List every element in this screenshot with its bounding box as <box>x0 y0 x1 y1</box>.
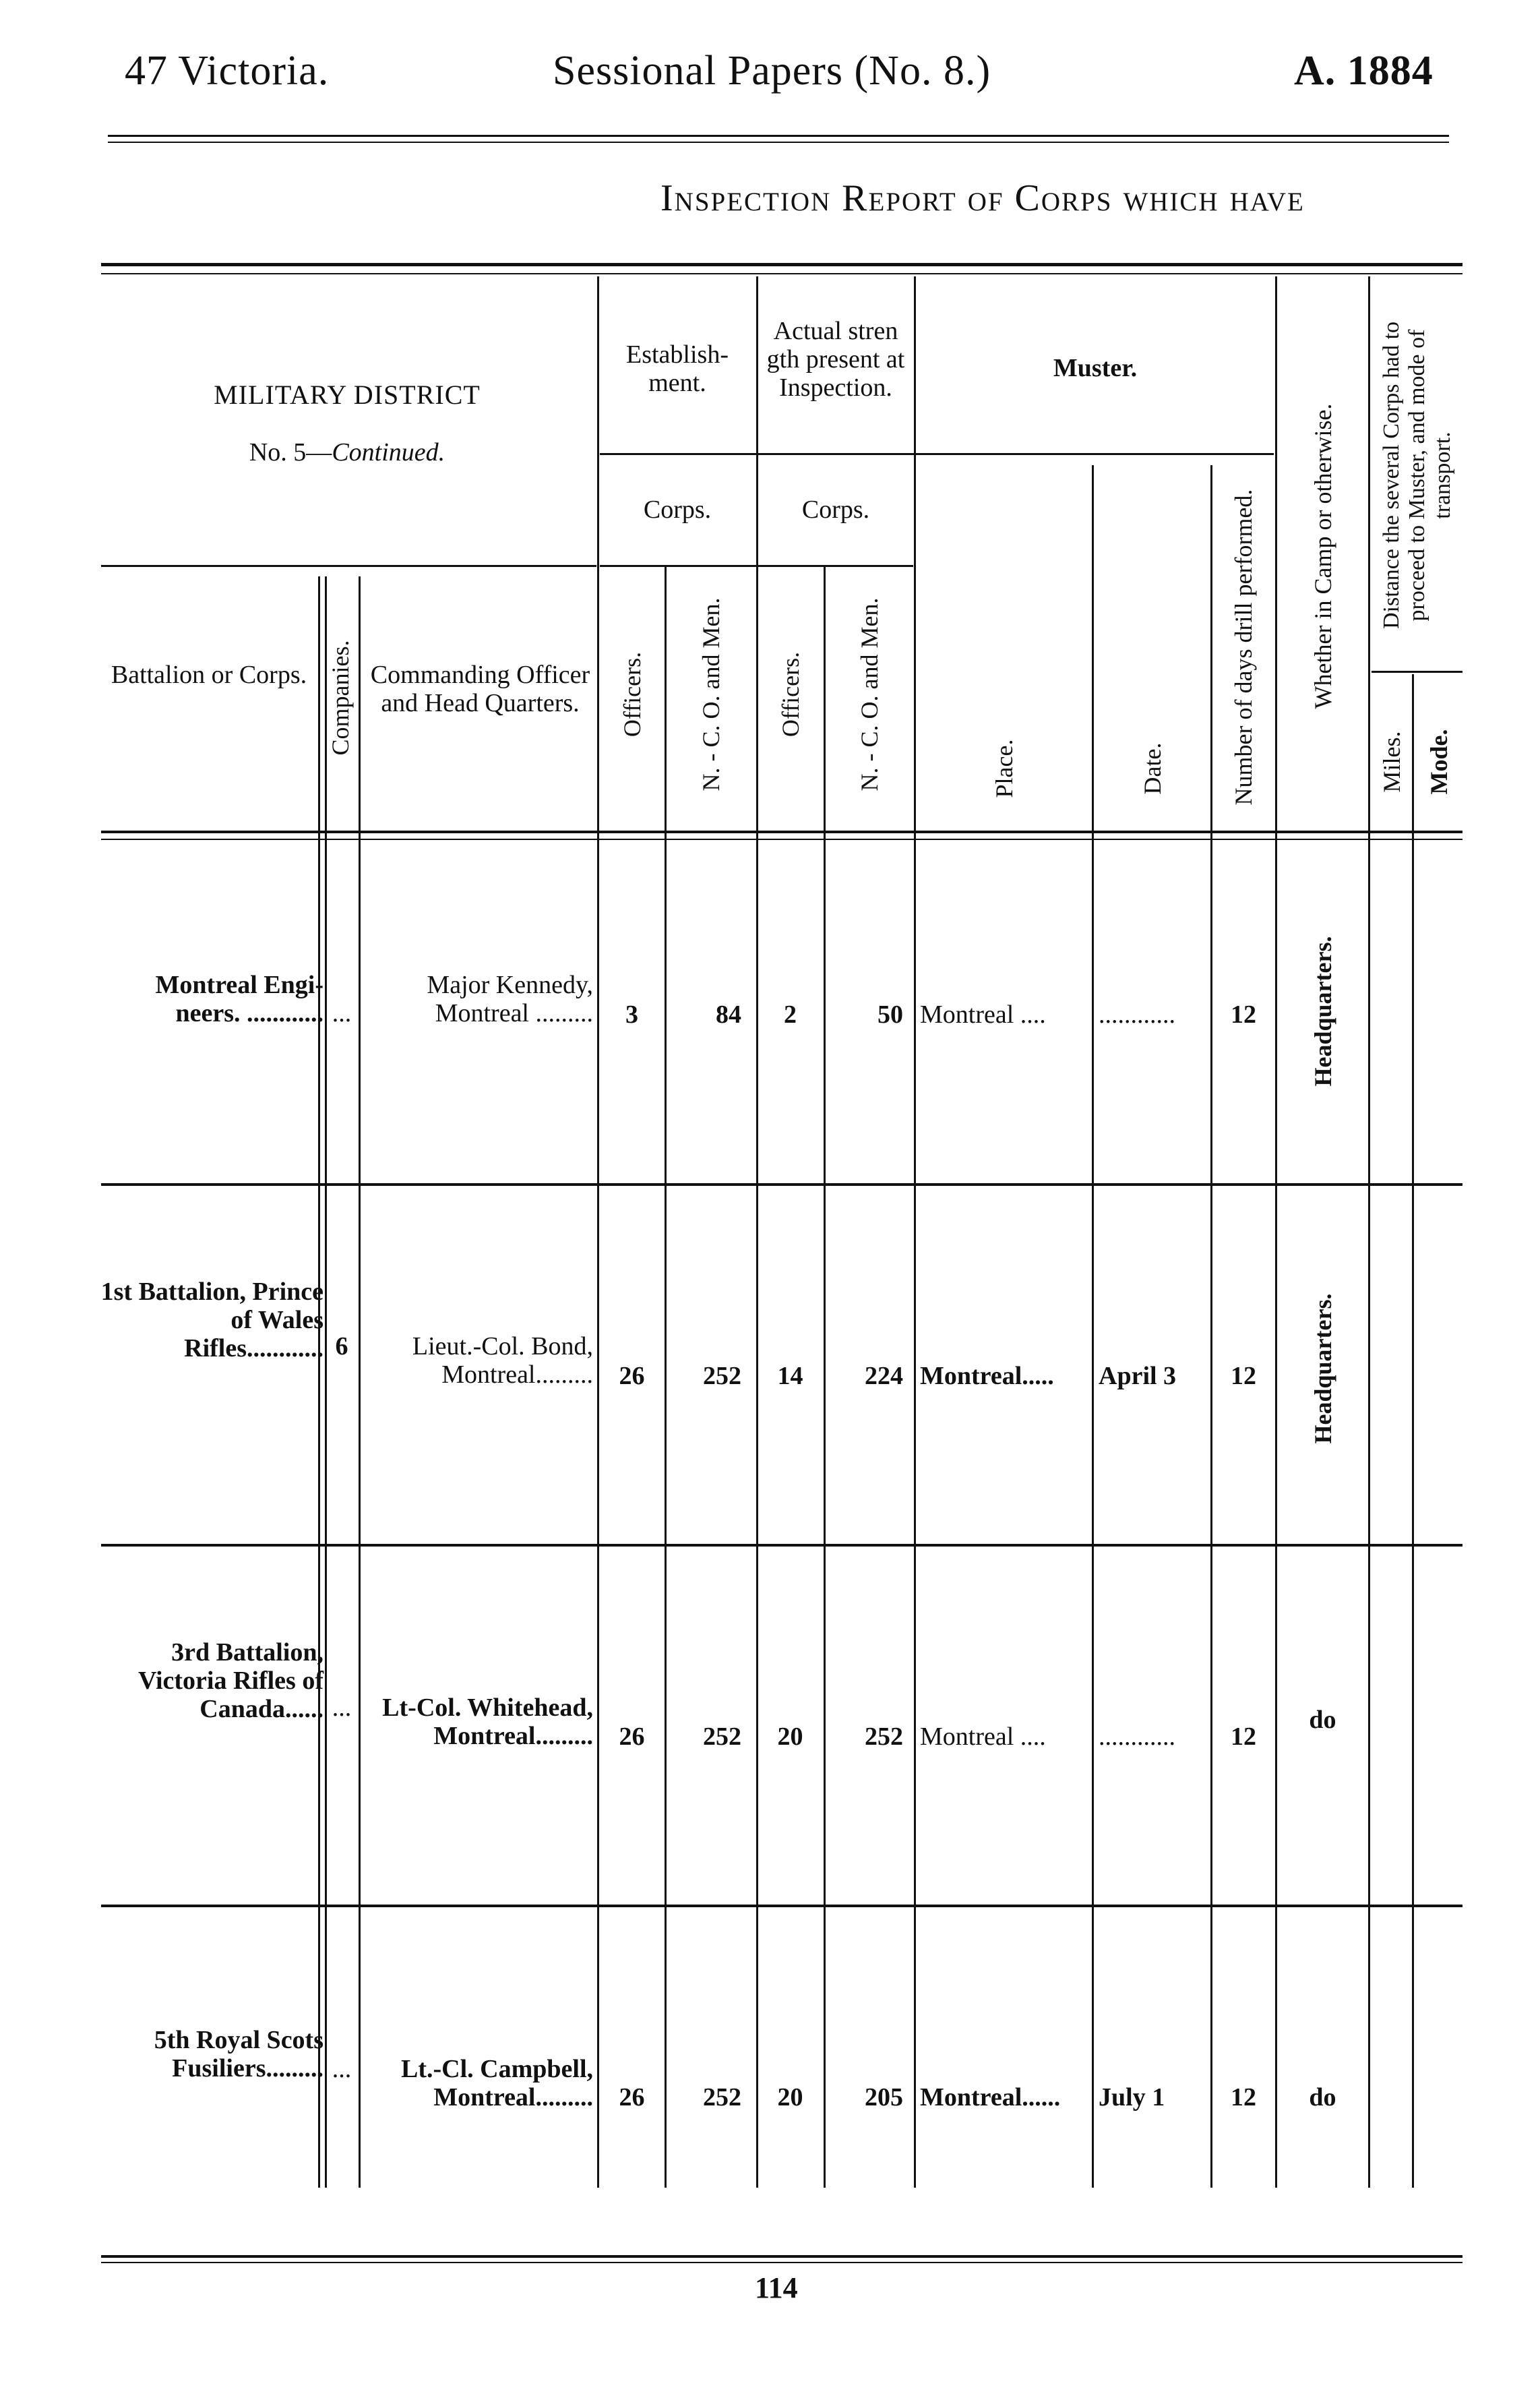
col-date: Date. <box>1139 742 1166 795</box>
col-battalion: Battalion or Corps. <box>111 661 307 689</box>
col-companies: Companies. <box>327 640 354 756</box>
col-camp-wrap <box>1277 290 1368 822</box>
col-actual-strength: Actual stren gth present at Inspection. <box>766 317 905 402</box>
vline-2 <box>325 576 327 2188</box>
row-commanding: Lieut.-Col. Bond, Montreal......... <box>412 1332 593 1389</box>
row-place: Montreal .... <box>920 1000 1046 1029</box>
col-muster: Muster. <box>1053 354 1138 382</box>
report-title: Inspection Report of Corps which have <box>660 177 1305 219</box>
row-days: 12 <box>1231 1000 1256 1029</box>
vline-12 <box>1368 276 1370 2188</box>
table-bottom-rule <box>101 2255 1462 2258</box>
row-days: 12 <box>1231 1723 1256 1751</box>
col-distance: Distance the several Corps had to proceed to Muster, and mode of transport. <box>1378 321 1455 630</box>
header-rule-2 <box>108 142 1449 143</box>
col-days-wrap <box>1213 472 1274 822</box>
district-title: MILITARY DISTRICT <box>214 380 481 410</box>
row-commanding: Lt.-Cl. Campbell, Montreal......... <box>401 2055 593 2112</box>
district-subtitle-no: No. 5— <box>249 438 332 467</box>
rule-under-group <box>600 453 1274 455</box>
col-date-wrap <box>1095 708 1210 829</box>
row-est-nco: 84 <box>716 1000 741 1029</box>
row-date: ............ <box>1099 1723 1175 1751</box>
col-nco-2: N. - C. O. and Men. <box>856 597 883 791</box>
col-nco-2-wrap <box>826 560 913 829</box>
table-row: Montreal Engi- neers. ............ <box>155 971 324 1027</box>
col-mode-wrap <box>1415 701 1462 822</box>
row-est-officers: 26 <box>619 1362 645 1390</box>
row-act-officers: 2 <box>784 1000 797 1029</box>
row-companies: 6 <box>335 1332 348 1360</box>
row-camp: do <box>1309 1706 1336 1734</box>
row-est-nco: 252 <box>703 2083 741 2112</box>
col-officers-1: Officers. <box>618 651 646 738</box>
row-est-nco: 252 <box>703 1362 741 1390</box>
row-camp-wrap <box>1277 890 1368 1133</box>
col-camp: Whether in Camp or otherwise. <box>1309 403 1336 709</box>
vline-5 <box>665 565 667 2188</box>
vline-4 <box>597 276 599 2188</box>
col-nco-1: N. - C. O. and Men. <box>698 597 725 791</box>
row-act-nco: 50 <box>877 1000 903 1029</box>
table-row: 3rd Battalion, Victoria Rifles of Canada...... <box>137 1638 324 1723</box>
row-place: Montreal...... <box>920 2083 1061 2112</box>
row-companies: ... <box>332 999 352 1027</box>
row-act-officers: 20 <box>777 2083 803 2112</box>
col-distance-wrap <box>1372 283 1462 667</box>
row-camp: do <box>1309 2083 1336 2112</box>
vline-8 <box>914 276 916 2188</box>
header-bottom-rule <box>101 831 1462 833</box>
district-subtitle <box>101 438 593 467</box>
col-officers-2: Officers. <box>776 651 804 738</box>
row-sep-3 <box>101 1905 1462 1907</box>
col-place: Place. <box>991 739 1018 798</box>
vline-1 <box>318 576 320 2188</box>
district-subtitle-cont: Continued. <box>332 438 445 467</box>
col-miles-wrap <box>1372 701 1412 822</box>
row-days: 12 <box>1231 2083 1256 2112</box>
col-miles: Miles. <box>1378 731 1405 793</box>
row-est-officers: 26 <box>619 2083 645 2112</box>
table-row: 1st Battalion, Prince of Wales Rifles............ <box>100 1278 324 1362</box>
vline-10 <box>1210 465 1212 2188</box>
vline-6 <box>756 276 758 2188</box>
row-est-nco: 252 <box>703 1723 741 1751</box>
row-date: ............ <box>1099 1000 1175 1029</box>
row-place: Montreal..... <box>920 1362 1054 1390</box>
col-mode: Mode. <box>1425 729 1452 795</box>
col-days: Number of days drill performed. <box>1230 489 1257 806</box>
row-act-officers: 14 <box>777 1362 803 1390</box>
header-center: Sessional Papers (No. 8.) <box>553 48 991 94</box>
row-act-officers: 20 <box>777 1723 803 1751</box>
row-camp-wrap <box>1277 1247 1368 1490</box>
row-est-officers: 26 <box>619 1723 645 1751</box>
row-camp: Headquarters. <box>1309 1293 1336 1444</box>
table-bottom-rule-2 <box>101 2262 1462 2263</box>
rule-under-corps <box>101 565 596 567</box>
row-est-officers: 3 <box>625 1000 638 1029</box>
row-days: 12 <box>1231 1362 1256 1390</box>
col-corps-1: Corps. <box>643 496 712 524</box>
row-sep-1 <box>101 1183 1462 1186</box>
header-rule <box>108 135 1449 137</box>
row-place: Montreal .... <box>920 1723 1046 1751</box>
header-right: A. 1884 <box>1294 48 1434 94</box>
col-officers-1-wrap <box>600 560 664 829</box>
row-date: July 1 <box>1099 2083 1165 2112</box>
row-commanding: Major Kennedy, Montreal ......... <box>427 971 593 1027</box>
vline-9 <box>1092 465 1094 2188</box>
row-companies: ... <box>332 2055 352 2083</box>
page-number: 114 <box>755 2271 798 2304</box>
vline-11 <box>1275 276 1277 2188</box>
row-act-nco: 252 <box>865 1723 903 1751</box>
row-act-nco: 205 <box>865 2083 903 2112</box>
table-top-rule-2 <box>101 273 1462 274</box>
table-top-rule <box>101 263 1462 266</box>
header-left: 47 Victoria. <box>125 48 330 94</box>
rule-distance <box>1372 671 1462 673</box>
row-date: April 3 <box>1099 1362 1177 1390</box>
col-establishment: Establish-ment. <box>626 340 729 397</box>
vline-13 <box>1412 674 1414 2188</box>
row-act-nco: 224 <box>865 1362 903 1390</box>
row-sep-2 <box>101 1544 1462 1547</box>
col-commanding: Commanding Officer and Head Quarters. <box>370 661 590 717</box>
col-place-wrap <box>917 708 1092 829</box>
col-nco-1-wrap <box>667 560 755 829</box>
col-corps-2: Corps. <box>801 496 870 524</box>
header-bottom-rule-2 <box>101 839 1462 840</box>
table-row: 5th Royal Scots Fusiliers......... <box>154 2026 324 2083</box>
row-camp: Headquarters. <box>1309 936 1336 1087</box>
vline-3 <box>359 576 361 2188</box>
row-companies: ... <box>332 1694 352 1722</box>
row-commanding: Lt-Col. Whitehead, Montreal......... <box>382 1694 593 1750</box>
col-officers-2-wrap <box>758 560 822 829</box>
